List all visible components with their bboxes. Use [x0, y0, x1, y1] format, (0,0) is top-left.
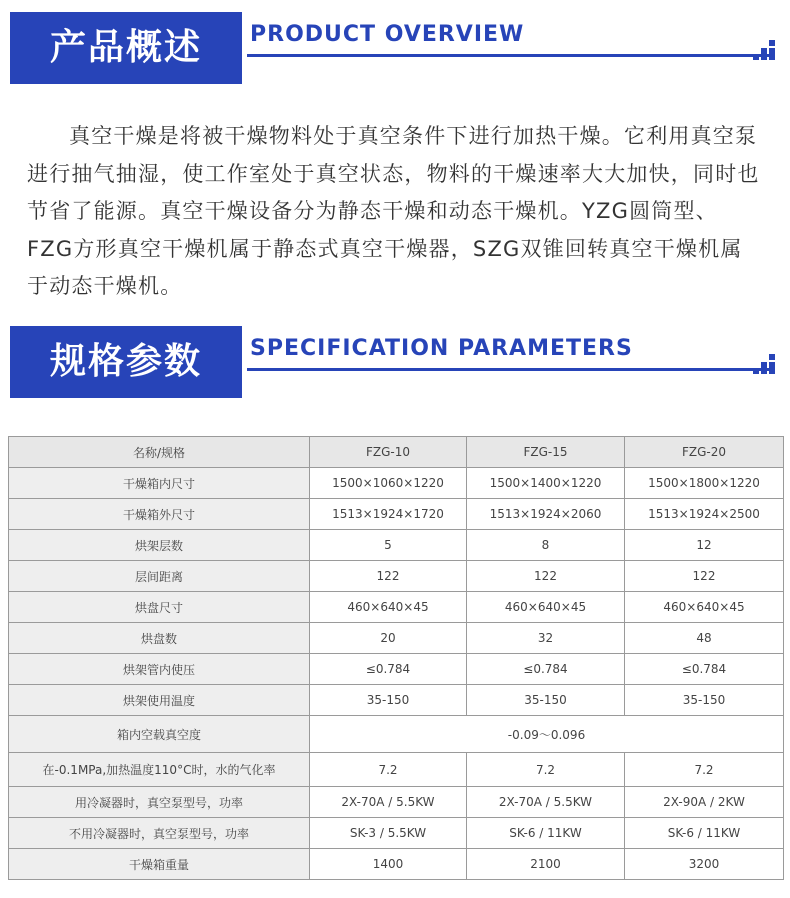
table-cell: 35-150: [467, 685, 625, 716]
table-cell: 122: [625, 561, 784, 592]
table-cell: 1500×1060×1220: [310, 468, 467, 499]
table-header-cell: FZG-15: [467, 437, 625, 468]
table-row: [9, 849, 784, 880]
row-label: 烘架管内使压: [9, 654, 310, 685]
merged-table-cell: -0.09～0.096: [310, 716, 784, 753]
table-cell: 7.2: [310, 753, 467, 787]
table-cell: 2X-70A / 5.5KW: [310, 787, 467, 818]
table-cell: 8: [467, 530, 625, 561]
row-label: 层间距离: [9, 561, 310, 592]
row-label: 干燥箱内尺寸: [9, 468, 310, 499]
table-row: [9, 787, 784, 818]
table-cell: 2X-90A / 2KW: [625, 787, 784, 818]
overview-header: [10, 12, 775, 84]
table-cell: 460×640×45: [467, 592, 625, 623]
spec-header: [10, 326, 775, 398]
table-row: [9, 468, 784, 499]
table-row: [9, 654, 784, 685]
table-header-cell: 名称/规格: [9, 437, 310, 468]
stepped-squares-icon: [753, 354, 775, 374]
table-header-cell: FZG-10: [310, 437, 467, 468]
row-label: 在-0.1MPa,加热温度110°C时，水的气化率: [9, 753, 310, 787]
overview-title-en: PRODUCT OVERVIEW: [250, 22, 525, 47]
table-cell: 2X-70A / 5.5KW: [467, 787, 625, 818]
row-label: 烘盘尺寸: [9, 592, 310, 623]
table-cell: 1513×1924×2500: [625, 499, 784, 530]
table-cell: 48: [625, 623, 784, 654]
spec-table: [8, 436, 784, 880]
table-cell: ≤0.784: [625, 654, 784, 685]
row-label: 烘盘数: [9, 623, 310, 654]
row-label: 不用冷凝器时，真空泵型号，功率: [9, 818, 310, 849]
table-row: [9, 818, 784, 849]
row-label: 烘架使用温度: [9, 685, 310, 716]
table-row: [9, 716, 784, 753]
table-cell: 460×640×45: [625, 592, 784, 623]
table-cell: 20: [310, 623, 467, 654]
table-cell: 3200: [625, 849, 784, 880]
table-cell: ≤0.784: [310, 654, 467, 685]
table-cell: 1500×1800×1220: [625, 468, 784, 499]
table-row: [9, 561, 784, 592]
table-cell: 5: [310, 530, 467, 561]
row-label: 烘架层数: [9, 530, 310, 561]
table-cell: 7.2: [467, 753, 625, 787]
table-cell: 7.2: [625, 753, 784, 787]
table-row: [9, 623, 784, 654]
table-row: [9, 592, 784, 623]
table-cell: 1513×1924×1720: [310, 499, 467, 530]
table-cell: 2100: [467, 849, 625, 880]
table-row: [9, 685, 784, 716]
spec-title-cn: 规格参数: [49, 341, 202, 382]
row-label: 箱内空载真空度: [9, 716, 310, 753]
table-header-row: [9, 437, 784, 468]
table-cell: 12: [625, 530, 784, 561]
table-cell: 35-150: [310, 685, 467, 716]
overview-body: 真空干燥是将被干燥物料处于真空条件下进行加热干燥。它利用真空泵进行抽气抽湿，使工作室处于真空状态，物料的干燥速率大大加快，同时也节省了能源。真空干燥设备分为静态干燥和动态干燥机。YZG圆筒型、FZG方形真空干燥机属于静态式真空干燥器，SZG双锥回转真空干燥机属于动态干燥机。: [27, 124, 760, 298]
table-cell: ≤0.784: [467, 654, 625, 685]
table-cell: 35-150: [625, 685, 784, 716]
table-cell: 1500×1400×1220: [467, 468, 625, 499]
overview-title-cn: 产品概述: [49, 27, 202, 68]
table-row: [9, 499, 784, 530]
overview-title-underline: [247, 54, 775, 57]
table-cell: 1400: [310, 849, 467, 880]
table-cell: 1513×1924×2060: [467, 499, 625, 530]
table-cell: SK-6 / 11KW: [467, 818, 625, 849]
table-cell: 32: [467, 623, 625, 654]
table-cell: 122: [467, 561, 625, 592]
table-header-cell: FZG-20: [625, 437, 784, 468]
table-cell: SK-6 / 11KW: [625, 818, 784, 849]
row-label: 干燥箱外尺寸: [9, 499, 310, 530]
spec-title-underline: [247, 368, 775, 371]
table-cell: SK-3 / 5.5KW: [310, 818, 467, 849]
table-row: [9, 530, 784, 561]
spec-title-en: SPECIFICATION PARAMETERS: [250, 336, 633, 361]
row-label: 干燥箱重量: [9, 849, 310, 880]
row-label: 用冷凝器时，真空泵型号，功率: [9, 787, 310, 818]
table-cell: 122: [310, 561, 467, 592]
table-cell: 460×640×45: [310, 592, 467, 623]
stepped-squares-icon: [753, 40, 775, 60]
table-row: [9, 753, 784, 787]
